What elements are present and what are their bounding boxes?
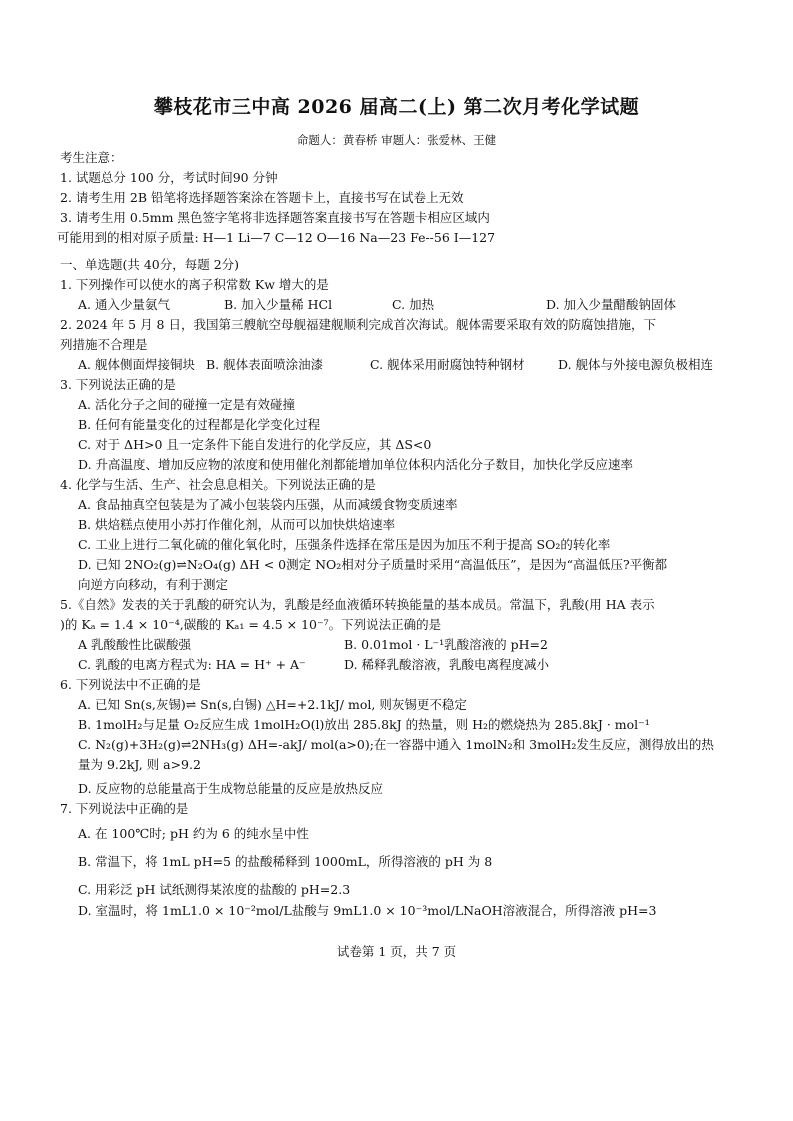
question-stem-cont: 列措施不合理是 [60, 337, 148, 352]
option-b: B. 1molH₂与足量 O₂反应生成 1molH₂O(l)放出 285.8kJ 的热量，则 H₂的燃烧热为 285.8kJ · mol⁻¹ [78, 717, 650, 732]
option-c: C. N₂(g)+3H₂(g)⇌2NH₃(g) ΔH=-akJ/ mol(a>0);在一容器中通入 1molN₂和 3molH₂发生反应，测得放出的热 [78, 737, 714, 752]
option-a: A. 舰体侧面焊接铜块 [78, 357, 195, 372]
question-stem: 5.《自然》发表的关于乳酸的研究认为，乳酸是经血液循环转换能量的基本成员。常温下，乳酸(用 HA 表示 [60, 597, 655, 612]
question-stem: 7. 下列说法中正确的是 [60, 801, 189, 816]
option-c: C. 工业上进行二氧化硫的催化氧化时，压强条件选择在常压是因为加压不利于提高 SO₂的转化率 [78, 537, 611, 552]
authors-line: 命题人：黄春桥 审题人：张爱林、王健 [296, 133, 497, 147]
question-stem: 4. 化学与生活、生产、社会息息相关。下列说法正确的是 [60, 477, 376, 492]
page-footer: 试卷第 1 页，共 7 页 [336, 944, 457, 959]
question-stem: 6. 下列说法中不正确的是 [60, 677, 201, 692]
question-stem-cont: )的 Kₐ = 1.4 × 10⁻⁴,碳酸的 Kₐ₁ = 4.5 × 10⁻⁷。下列说法正确的是 [60, 617, 442, 632]
option-a: A. 已知 Sn(s,灰锡)⇌ Sn(s,白锡) △H=+2.1kJ/ mol, 则灰锡更不稳定 [78, 697, 467, 712]
option-d: D. 稀释乳酸溶液，乳酸电离程度减小 [344, 657, 550, 672]
option-a: A. 通入少量氨气 [78, 297, 170, 312]
option-d: D. 已知 2NO₂(g)⇌N₂O₄(g) ΔH < 0测定 NO₂相对分子质量时采用“高温低压”，是因为“高温低压?平衡都 [78, 557, 668, 572]
option-b: B. 0.01mol · L⁻¹乳酸溶液的 pH=2 [344, 637, 548, 652]
option-c: C. 乳酸的电离方程式为: HA = H⁺ + A⁻ [78, 657, 306, 672]
option-c: C. 对于 ΔH>0 且一定条件下能自发进行的化学反应，其 ΔS<0 [78, 437, 432, 452]
notice-heading: 考生注意： [60, 150, 123, 165]
option-c-cont: 量为 9.2kJ, 则 a>9.2 [78, 757, 201, 772]
option-a: A. 食品抽真空包装是为了减小包装袋内压强，从而减缓食物变质速率 [78, 497, 458, 512]
option-b: B. 常温下，将 1mL pH=5 的盐酸稀释到 1000mL，所得溶液的 pH 为 8 [78, 854, 493, 869]
option-d: D. 升高温度、增加反应物的浓度和使用催化剂都能增加单位体积内活化分子数目，加快化学反应速率 [78, 457, 634, 472]
option-b: B. 加入少量稀 HCl [224, 297, 333, 312]
option-a: A. 活化分子之间的碰撞一定是有效碰撞 [78, 397, 295, 412]
option-a: A. 在 100℃时; pH 约为 6 的纯水呈中性 [78, 826, 309, 841]
question-stem: 1. 下列操作可以使水的离子积常数 Kw 增大的是 [60, 277, 329, 292]
notice-item: 1. 试题总分 100 分，考试时间90 分钟 [60, 170, 278, 185]
option-d: D. 舰体与外接电源负极相连 [558, 357, 714, 372]
option-b: B. 舰体表面喷涂油漆 [206, 357, 324, 372]
question-stem: 2. 2024 年 5 月 8 日，我国第三艘航空母舰福建舰顺利完成首次海试。舰体需要采取有效的防腐蚀措施，下 [60, 317, 656, 332]
option-a: A 乳酸酸性比碳酸强 [78, 637, 192, 652]
option-c: C. 用彩泛 pH 试纸测得某浓度的盐酸的 pH=2.3 [78, 882, 351, 897]
option-c: C. 舰体采用耐腐蚀特种钢材 [370, 357, 525, 372]
option-d: D. 室温时，将 1mL1.0 × 10⁻²mol/L盐酸与 9mL1.0 × 10⁻³mol/LNaOH溶液混合，所得溶液 pH=3 [78, 903, 657, 918]
notice-item: 3. 请考生用 0.5mm 黑色签字笔将非选择题答案直接书写在答题卡相应区域内 [60, 210, 490, 225]
option-b: B. 任何有能量变化的过程都是化学变化过程 [78, 417, 321, 432]
page-title: 攀枝花市三中高 2026 届高二(上) 第二次月考化学试题 [153, 96, 640, 118]
section-heading: 一、单选题(共 40分，每题 2分) [60, 257, 240, 272]
option-d-cont: 向逆方向移动，有利于测定 [78, 577, 229, 592]
notice-item: 2. 请考生用 2B 铅笔将选择题答案涂在答题卡上，直接书写在试卷上无效 [60, 190, 464, 205]
option-d: D. 反应物的总能量高于生成物总能量的反应是放热反应 [78, 781, 384, 796]
option-d: D. 加入少量醋酸钠固体 [546, 297, 677, 312]
question-stem: 3. 下列说法正确的是 [60, 377, 176, 392]
option-c: C. 加热 [392, 297, 435, 312]
option-b: B. 烘焙糕点使用小苏打作催化剂，从而可以加快烘焙速率 [78, 517, 396, 532]
atomic-mass-line: 可能用到的相对原子质量: H—1 Li—7 C—12 O—16 Na—23 Fe--56 I—127 [57, 230, 496, 245]
